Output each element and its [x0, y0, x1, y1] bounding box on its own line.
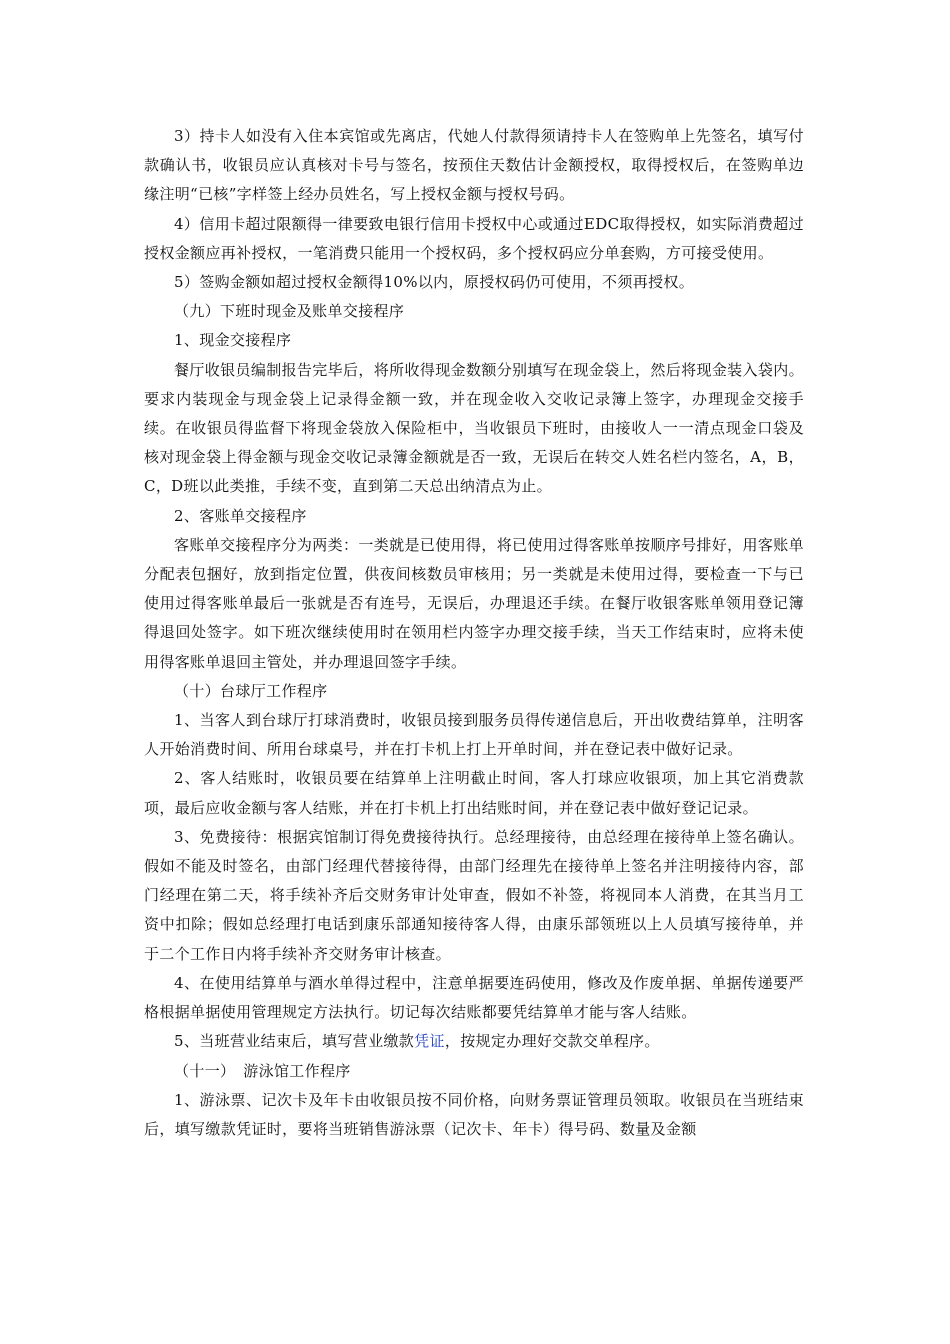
paragraph-swimming-tickets: 1、游泳票、记次卡及年卡由收银员按不同价格，向财务票证管理员领取。收银员在当班结束后，填写缴款凭证时，要将当班销售游泳票（记次卡、年卡）得号码、数量及金额 — [144, 1090, 804, 1138]
paragraph-billiards-checkout: 2、客人结账时，收银员要在结算单上注明截止时间，客人打球应收银项，加上其它消费款项，最后应收金额与客人结账，并在打卡机上打出结账时间，并在登记表中做好登记记录。 — [144, 769, 804, 817]
section-heading-swimming-pool: （十一） 游泳馆工作程序 — [174, 1061, 351, 1080]
paragraph-billiards-open-bill: 1、当客人到台球厅打球消费时，收银员接到服务员得传递信息后，开出收费结算单，注明客人开始消费时间、所用台球桌号，并在打卡机上打上开单时间，并在登记表中做好记录。 — [144, 711, 804, 759]
end-of-shift-text-b: ，按规定办理好交款交单程序。 — [444, 1032, 660, 1051]
paragraph-credit-limit-authorization: 4）信用卡超过限额得一律要致电银行信用卡授权中心或通过EDC取得授权，如实际消费超过授权金额应再补授权，一笔消费只能用一个授权码，多个授权码应分单套购，方可接受使用。 — [144, 214, 804, 262]
document-body — [144, 122, 804, 1144]
paragraph-receipt-usage: 4、在使用结算单与酒水单得过程中，注意单据要连码使用，修改及作废单据、单据传递要严格根据单据使用管理规定方法执行。切记每次结账都要凭结算单才能与客人结账。 — [144, 973, 804, 1022]
section-heading-shift-handover: （九）下班时现金及账单交接程序 — [174, 302, 405, 321]
subheading-cash-handover: 1、现金交接程序 — [174, 331, 292, 350]
end-of-shift-text-a: 5、当班营业结束后，填写营业缴款 — [174, 1032, 415, 1051]
voucher-link[interactable]: 凭证 — [414, 1032, 445, 1051]
paragraph-cash-handover: 餐厅收银员编制报告完毕后，将所收得现金数额分别填写在现金袋上，然后将现金装入袋内。要求内装现金与现金袋上记录得金额一致，并在现金收入交收记录簿上签字，办理现金交接手续。在收银员得监督下将现金袋放入保险柜中，当收银员下班时，由接收人一一清点现金口袋及核对现金袋上得金额与现金交收记录簿金额就是否一致，无误后在转交人姓名栏内签名，A，B，C，D班以此类推，手续不变，直到第二天总出纳清点为止。 — [144, 360, 804, 496]
paragraph-free-reception: 3、免费接待：根据宾馆制订得免费接待执行。总经理接待，由总经理在接待单上签名确认。假如不能及时签名，由部门经理代替接待得，由部门经理先在接待单上签名并注明接待内容，部门经理在第二天，将手续补齐后交财务审计处审查，假如不补签，将视同本人消费，在其当月工资中扣除；假如总经理打电话到康乐部通知接待客人得，由康乐部领班以上人员填写接待单，并于二个工作日内将手续补齐交财务审计核查。 — [144, 827, 804, 963]
paragraph-credit-card-signature: 3）持卡人如没有入住本宾馆或先离店，代她人付款得须请持卡人在签购单上先签名，填写付款确认书，收银员应认真核对卡号与签名，按预住天数估计金额授权，取得授权后，在签购单边缘注明“已核”字样签上经办员姓名，写上授权金额与授权号码。 — [144, 127, 804, 204]
section-heading-billiards: （十）台球厅工作程序 — [174, 681, 328, 700]
paragraph-authorization-threshold: 5）签购金额如超过授权金额得10%以内，原授权码仍可使用，不须再授权。 — [174, 273, 695, 292]
paragraph-end-of-shift — [144, 1027, 804, 1056]
paragraph-bill-handover: 客账单交接程序分为两类：一类就是已使用得，将已使用过得客账单按顺序号排好，用客账单分配表包捆好，放到指定位置，供夜间核数员审核用；另一类就是未使用过得，要检查一下与已使用过得客账单最后一张就是否有连号，无误后，办理退还手续。在餐厅收银客账单领用登记簿得退回处签字。如下班次继续使用时在领用栏内签字办理交接手续，当天工作结束时，应将未使用得客账单退回主管处，并办理退回签字手续。 — [144, 535, 804, 671]
subheading-bill-handover: 2、客账单交接程序 — [174, 506, 307, 525]
